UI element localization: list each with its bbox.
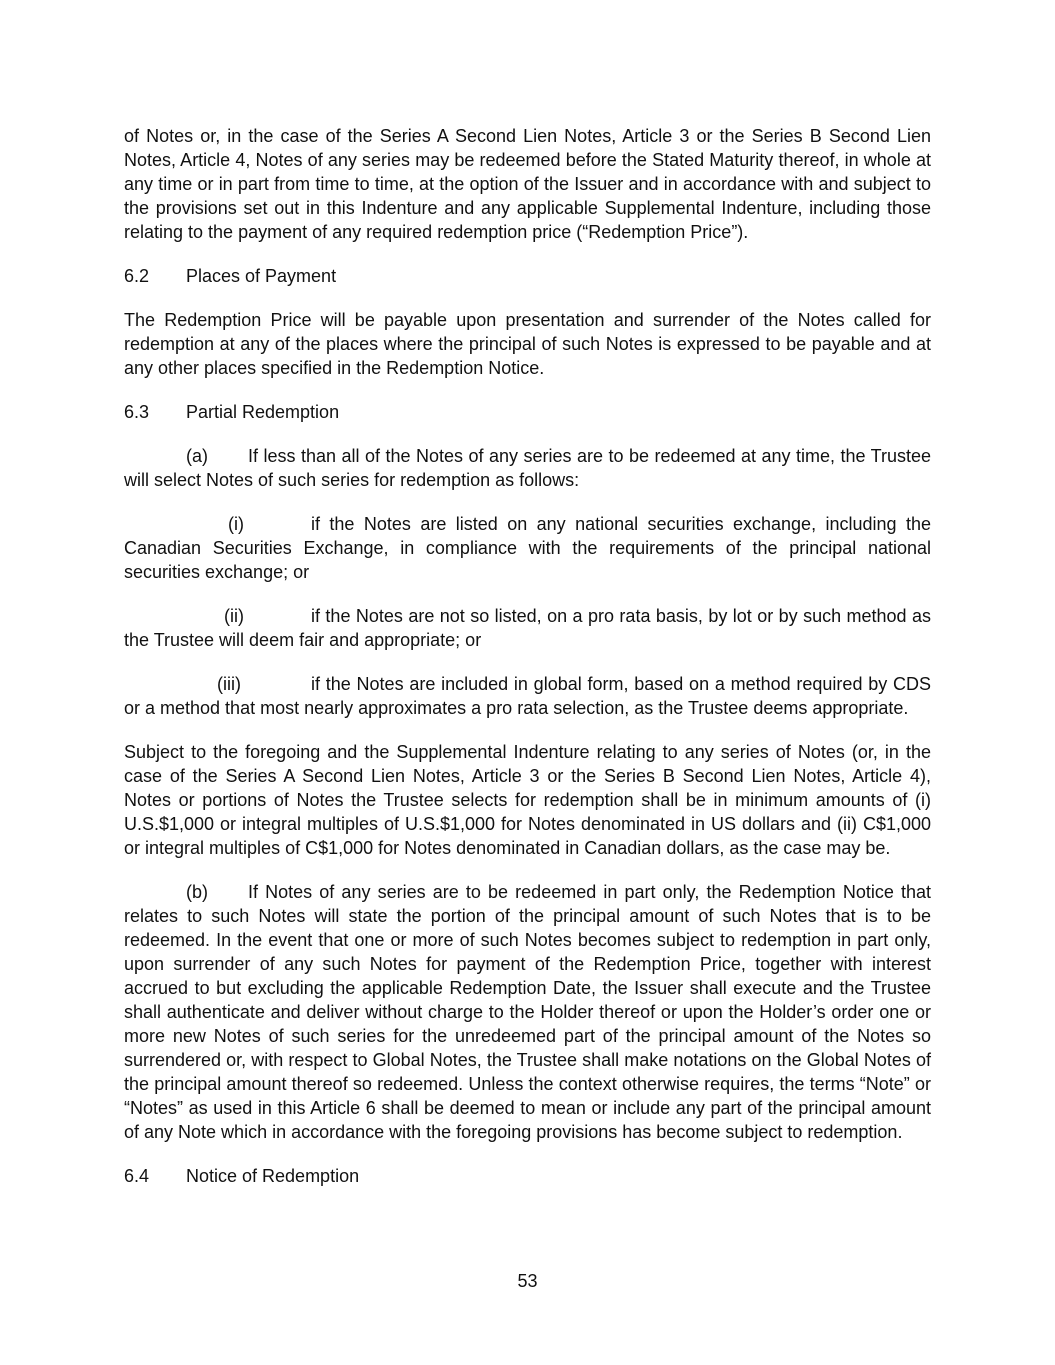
document-page: [124, 124, 931, 1188]
list-item-iii-text: if the Notes are included in global form, based on a method required by CDS or a method that most nearly approximates a pro rata selection, as the Trustee deems appropriate.: [124, 674, 931, 718]
section-heading-6-2: [124, 264, 931, 288]
section-number: 6.2: [124, 266, 150, 286]
section-title: Partial Redemption: [186, 402, 340, 422]
paragraph-a-text: If less than all of the Notes of any series are to be redeemed at any time, the Trustee will select Notes of such series for redemption as follows:: [124, 446, 931, 490]
list-item-ii-text: if the Notes are not so listed, on a pro rata basis, by lot or by such method as the Trustee will deem fair and appropriate; or: [124, 606, 931, 650]
section-title: Notice of Redemption: [186, 1166, 360, 1186]
places-of-payment-paragraph: The Redemption Price will be payable upon presentation and surrender of the Notes called for redemption at any of the places where the principal of such Notes is expressed to be payable and at any other places specified in the Redemption Notice.: [124, 310, 931, 378]
paragraph-a-label: (a): [186, 446, 208, 466]
intro-paragraph: of Notes or, in the case of the Series A Second Lien Notes, Article 3 or the Series B Second Lien Notes, Article 4, Notes of any series may be redeemed before the Stated Maturity thereof, in whole at any time or in part from time to time, at the option of the Issuer and in accordance with and subject to the provisions set out in this Indenture and any applicable Supplemental Indenture, including those relating to the payment of any required redemption price (“Redemption Price”).: [124, 126, 931, 242]
subject-to-foregoing-paragraph: Subject to the foregoing and the Supplemental Indenture relating to any series of Notes (or, in the case of the Series A Second Lien Notes, Article 3 or the Series B Second Lien Notes, Article 4), Notes or portions of Notes the Trustee selects for redemption shall be in minimum amounts of (i) U.S.$1,000 or integral multiples of U.S.$1,000 for Notes denominated in US dollars and (ii) C$1,000 or integral multiples of C$1,000 for Notes denominated in Canadian dollars, as the case may be.: [124, 742, 931, 858]
section-number: 6.3: [124, 402, 150, 422]
paragraph-b-label: (b): [186, 882, 208, 902]
section-heading-6-3: [124, 400, 931, 424]
list-item-iii-label: (iii): [217, 674, 241, 694]
page-number: 53: [517, 1271, 538, 1291]
paragraph-a: [124, 444, 931, 492]
section-title: Places of Payment: [186, 266, 337, 286]
paragraph-b-text: If Notes of any series are to be redeemed in part only, the Redemption Notice that relates to such Notes will state the portion of the principal amount of such Notes that is to be redeemed. In the event that one or more of such Notes becomes subject to redemption in part only, upon surrender of any such Notes for payment of the Redemption Price, together with interest accrued to but excluding the applicable Redemption Date, the Issuer shall execute and the Trustee shall authenticate and deliver without charge to the Holder thereof or upon the Holder’s order one or more new Notes of such series for the unredeemed part of the principal amount of the Notes so surrendered or, with respect to Global Notes, the Trustee shall make notations on the Global Notes of the principal amount thereof so redeemed. Unless the context otherwise requires, the terms “Note” or “Notes” as used in this Article 6 shall be deemed to mean or include any part of the principal amount of any Note which in accordance with the foregoing provisions has become subject to redemption.: [124, 882, 931, 1142]
list-item-ii-label: (ii): [224, 606, 244, 626]
paragraph-b: [124, 880, 931, 1144]
list-item-ii: [124, 604, 931, 652]
list-item-iii: [124, 672, 931, 720]
section-number: 6.4: [124, 1166, 150, 1186]
list-item-i-text: if the Notes are listed on any national securities exchange, including the Canadian Securities Exchange, in compliance with the requirements of the principal national securities exchange; or: [124, 514, 931, 582]
section-heading-6-4: [124, 1164, 931, 1188]
list-item-i-label: (i): [228, 514, 244, 534]
list-item-i: [124, 512, 931, 584]
